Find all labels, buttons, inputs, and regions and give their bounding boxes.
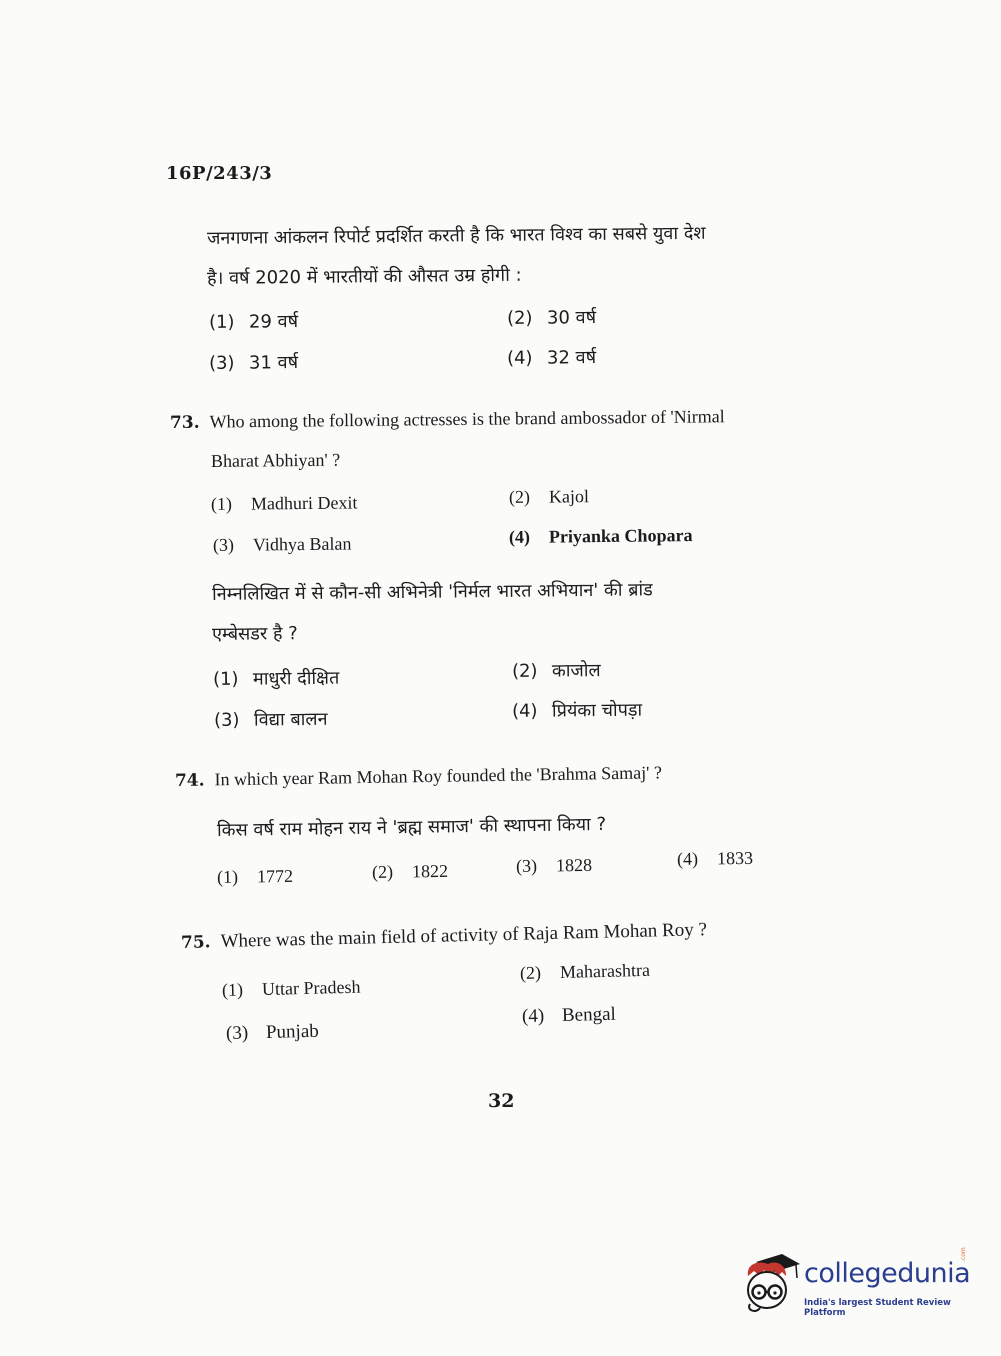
q73-option-3 bbox=[213, 534, 352, 556]
q73-hindi-line1: निम्नलिखित में से कौन-सी अभिनेत्री 'निर्मल भारत अभियान' की ब्रांड bbox=[211, 579, 653, 605]
question-text: In which year Ram Mohan Roy founded the 'Brahma Samaj' ? bbox=[214, 762, 663, 790]
option-text: Uttar Pradesh bbox=[261, 976, 361, 1000]
option-number: (2) bbox=[508, 486, 531, 507]
q75-option-2 bbox=[520, 960, 650, 984]
q73-hindi-option-2 bbox=[512, 658, 601, 683]
q74-option-4 bbox=[677, 848, 753, 870]
q74-option-1 bbox=[217, 866, 293, 888]
mascot-icon bbox=[742, 1252, 800, 1314]
q72-option-3 bbox=[209, 350, 298, 375]
question-number: 73. bbox=[169, 412, 200, 433]
option-text: माधुरी दीक्षित bbox=[252, 667, 340, 690]
q74-option-3 bbox=[516, 855, 592, 877]
option-text: 29 वर्ष bbox=[248, 311, 299, 333]
q74-option-2 bbox=[372, 861, 448, 883]
q72-hindi-line2: है। वर्ष 2020 में भारतीयों की औसत उम्र होगी : bbox=[206, 264, 522, 289]
option-text: 1822 bbox=[411, 860, 449, 882]
option-number: (2) bbox=[519, 962, 542, 983]
logo-suffix: .com bbox=[960, 1247, 967, 1262]
q73-question-line2: Bharat Abhiyan' ? bbox=[210, 449, 341, 471]
option-number: (4) bbox=[508, 526, 531, 547]
q74-question bbox=[175, 762, 662, 791]
option-text: Maharashtra bbox=[559, 959, 651, 983]
option-text: 32 वर्ष bbox=[546, 347, 597, 369]
option-text: Priyanka Chopara bbox=[548, 525, 693, 547]
logo-wordmark: collegedunia bbox=[804, 1258, 971, 1289]
option-number: (3) bbox=[213, 709, 240, 731]
option-text: Kajol bbox=[548, 486, 590, 507]
option-number: (3) bbox=[212, 534, 235, 555]
q72-hindi-line1: जनगणना आंकलन रिपोर्ट प्रदर्शित करती है कि भारत विश्व का सबसे युवा देश bbox=[206, 222, 706, 249]
logo-tagline: India's largest Student Review Platform bbox=[804, 1298, 951, 1318]
option-text: विद्या बालन bbox=[253, 708, 328, 731]
option-number: (4) bbox=[676, 848, 699, 869]
question-text: Where was the main field of activity of Raja Ram Mohan Roy ? bbox=[220, 919, 708, 953]
q73-option-1 bbox=[211, 492, 358, 515]
paper-code: 16P/243/3 bbox=[166, 163, 273, 184]
option-number: (3) bbox=[225, 1022, 249, 1044]
option-number: (3) bbox=[208, 352, 235, 374]
option-text: Madhuri Dexit bbox=[250, 492, 358, 514]
option-text: 1828 bbox=[555, 854, 593, 876]
option-text: 1833 bbox=[716, 847, 754, 869]
q73-hindi-line2: एम्बेसडर है ? bbox=[211, 623, 298, 645]
q73-option-4 bbox=[509, 525, 693, 548]
option-number: (1) bbox=[216, 866, 239, 887]
q75-option-3 bbox=[226, 1021, 319, 1045]
q73-option-2 bbox=[509, 486, 589, 508]
question-number: 74. bbox=[174, 770, 205, 791]
option-text: 30 वर्ष bbox=[546, 307, 597, 329]
q75-option-4 bbox=[522, 1004, 616, 1028]
option-text: Punjab bbox=[265, 1020, 319, 1044]
option-number: (2) bbox=[506, 307, 533, 329]
option-text: Vidhya Balan bbox=[252, 533, 352, 555]
collegedunia-logo bbox=[742, 1247, 972, 1318]
q73-question-line1 bbox=[170, 406, 725, 433]
q75-question bbox=[181, 919, 707, 954]
option-number: (3) bbox=[515, 855, 538, 876]
option-number: (1) bbox=[212, 668, 239, 690]
q73-hindi-option-1 bbox=[213, 666, 340, 691]
option-number: (1) bbox=[208, 311, 235, 333]
q73-hindi-option-4 bbox=[512, 698, 642, 723]
option-number: (2) bbox=[371, 861, 394, 882]
q72-option-1 bbox=[209, 309, 298, 334]
option-text: काजोल bbox=[551, 660, 601, 682]
q75-option-1 bbox=[222, 977, 361, 1001]
option-number: (1) bbox=[221, 979, 244, 1000]
option-number: (4) bbox=[511, 700, 538, 722]
q73-hindi-option-3 bbox=[214, 707, 328, 732]
option-text: Bengal bbox=[561, 1003, 617, 1027]
q72-option-4 bbox=[507, 345, 596, 370]
option-number: (4) bbox=[506, 347, 533, 369]
option-text: प्रियंका चोपड़ा bbox=[551, 699, 643, 722]
option-text: 31 वर्ष bbox=[248, 352, 299, 374]
q72-option-2 bbox=[507, 305, 596, 330]
question-text: Who among the following actresses is the brand ambossador of 'Nirmal bbox=[209, 406, 725, 432]
question-number: 75. bbox=[180, 932, 211, 953]
q74-hindi-question: किस वर्ष राम मोहन राय ने 'ब्रह्म समाज' की स्थापना किया ? bbox=[216, 813, 607, 841]
option-number: (4) bbox=[521, 1005, 545, 1027]
option-number: (1) bbox=[210, 493, 233, 514]
page-number: 32 bbox=[488, 1090, 515, 1112]
option-number: (2) bbox=[511, 660, 538, 682]
option-text: 1772 bbox=[256, 865, 294, 887]
